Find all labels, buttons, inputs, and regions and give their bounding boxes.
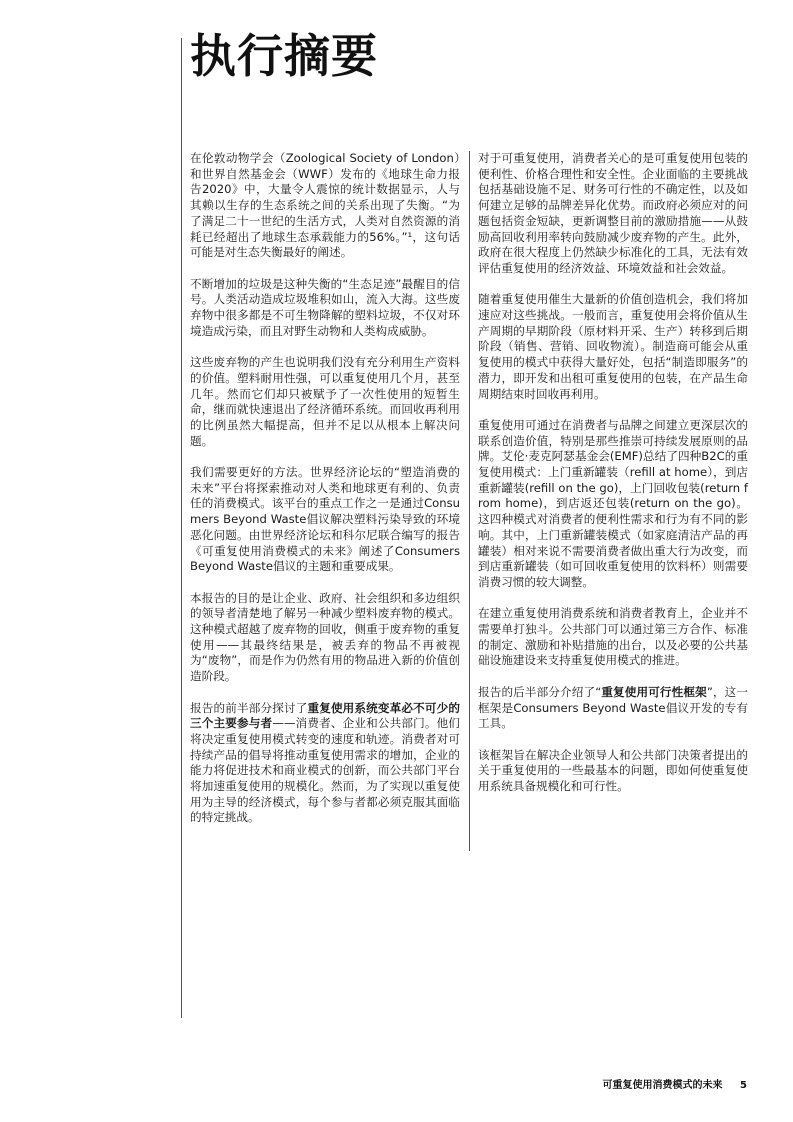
column-divider [469, 151, 470, 851]
paragraph-plastic-value: 这些废弃物的产生也说明我们没有充分利用生产资料的价值。塑料耐用性强，可以重复使用几个月，甚至几年。然而它们却只被赋予了一次性使用的短暂生命，继而就快速退出了经济循环系统。而回收再利用的比例虽然大幅提高，但并不足以从根本上解决问题。 [190, 355, 460, 448]
left-column [190, 151, 460, 842]
paragraph-b2c-models: 重复使用可通过在消费者与品牌之间建立更深层次的联系创造价值，特别是那些推崇可持续发展原则的品牌。艾伦·麦克阿瑟基金会(EMF)总结了四种B2C的重复使用模式：上门重新罐装（refill at home），到店重新罐装(refill on the go)，上门回收包装(return from home)，到店返还包装(return on the go)。这四种模式对消费者的便利性需求和行为有不同的影响。其中，上门重新罐装模式（如家庭清洁产品的再罐装）相对来说不需要消费者做出重大行为改变，而到店重新罐装（如可回收重复使用的饮料杯）则需要消费习惯的较大调整。 [478, 417, 748, 589]
paragraph-consumer-concerns: 对于可重复使用，消费者关心的是可重复使用包装的便利性、价格合理性和安全性。企业面临的主要挑战包括基础设施不足、财务可行性的不确定性，以及如何建立足够的品牌差异化优势。而政府必须应对的问题包括资金短缺，更新调整目前的激励措施——从鼓励高回收利用率转向鼓励减少废弃物的产生。此外，政府在很大程度上仍然缺少标准化的工具，无法有效评估重复使用的经济效益、环境效益和社会效益。 [478, 151, 748, 275]
paragraph-waste-signal: 不断增加的垃圾是这种失衡的“生态足迹”最醒目的信号。人类活动造成垃圾堆积如山，流入大海。这些废弃物中很多都是不可生物降解的塑料垃圾，不仅对环境造成污染，而且对野生动物和人类构成威胁。 [190, 276, 460, 338]
paragraph-report-purpose: 本报告的目的是让企业、政府、社会组织和多边组织的领导者清楚地了解另一种减少塑料废弃物的模式。这种模式超越了废弃物的回收，侧重于废弃物的重复使用——其最终结果是，被丢弃的物品不再被视为“废物”，而是作为仍然有用的物品进入新的价值创造阶段。 [190, 590, 460, 684]
three-participants-emphasis: 重复使用系统变革必不可少的三个主要参与者 [190, 700, 460, 731]
paragraph-better-methods: 我们需要更好的方法。世界经济论坛的“塑造消费的未来”平台将探索推动对人类和地球更有利的、负责任的消费模式。该平台的重点工作之一是通过Consumers Beyond Waste倡议解决塑料污染导致的环境恶化问题。由世界经济论坛和科尔尼联合编写的报告《可重复使用消费模式的未来》阐述了Consumers Beyond Waste倡议的主题和重要成果。 [190, 465, 460, 574]
paragraph-framework-intro: 报告的后半部分介绍了“重复使用可行性框架”，这一框架是Consumers Beyond Waste倡议开发的专有工具。 [478, 684, 748, 731]
framework-emphasis: 重复使用可行性框架 [601, 684, 707, 699]
paragraph-framework-purpose: 该框架旨在解决企业领导人和公共部门决策者提出的关于重复使用的一些最基本的问题，即如何使重复使用系统具备规模化和可行性。 [478, 747, 748, 794]
left-margin-rule [181, 38, 182, 1018]
page-number: 5 [740, 1080, 747, 1091]
paragraph-value-creation: 随着重复使用催生大量新的价值创造机会，我们将加速应对这些挑战。一般而言，重复使用会将价值从生产周期的早期阶段（原材料开采、生产）转移到后期阶段（销售、营销、回收物流）。制造商可能会从重复使用的模式中获得大量好处，包括“制造即服务”的潜力，即开发和出租可重复使用的包装，在产品生命周期结束时回收再利用。 [478, 292, 748, 401]
paragraph-three-participants: 报告的前半部分探讨了重复使用系统变革必不可少的三个主要参与者——消费者、企业和公共部门。他们将决定重复使用模式转变的速度和轨迹。消费者对可持续产品的倡导将推动重复使用需求的增加，企业的能力将促进技术和商业模式的创新，而公共部门平台将加速重复使用的规模化。然而，为了实现以重复使用为主导的经济模式，每个参与者都必须克服其面临的特定挑战。 [190, 700, 460, 825]
page-footer [603, 1076, 747, 1091]
paragraph-public-sector: 在建立重复使用消费系统和消费者教育上，企业并不需要单打独斗。公共部门可以通过第三方合作、标准的制定、激励和补贴措施的出台，以及必要的公共基础设施建设来支持重复使用模式的推进。 [478, 606, 748, 668]
footer-report-title: 可重复使用消费模式的未来 [602, 1080, 723, 1091]
page-title: 执行摘要 [190, 29, 378, 83]
paragraph-zsl-wwf-report: 在伦敦动物学会（Zoological Society of London）和世界自然基金会（WWF）发布的《地球生命力报告2020》中，大量令人震惊的统计数据显示，人与其赖以生存的生态系统之间的关系出现了失衡。“为了满足二十一世纪的生活方式，人类对自然资源的消耗已经超出了地球生态承载能力的56%。”¹，这句话可能是对生态失衡最好的阐述。 [190, 151, 460, 260]
right-column [478, 151, 748, 810]
